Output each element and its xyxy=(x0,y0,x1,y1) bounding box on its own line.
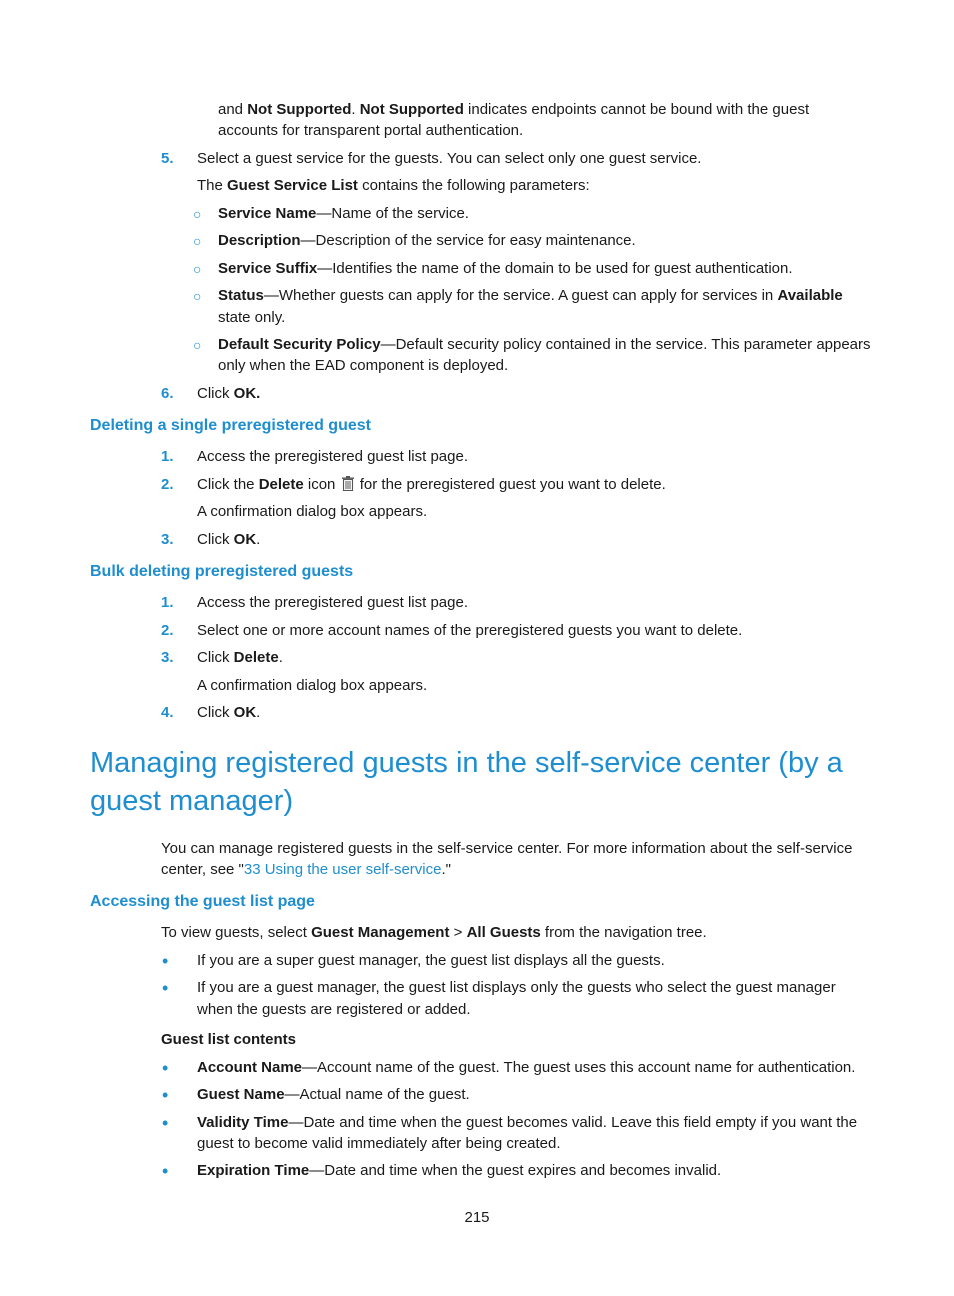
param-item-cont: only when the EAD component is deployed. xyxy=(218,357,509,374)
paragraph: To view guests, select Guest Management > All Guests from the navigation tree. xyxy=(161,924,707,941)
bullet-dot-icon: • xyxy=(162,951,169,971)
param-item: Service Suffix—Identifies the name of the domain to be used for guest authentication. xyxy=(218,260,793,277)
step-number: 3. xyxy=(161,531,174,548)
step-text: Click OK. xyxy=(197,531,261,548)
bullet-text: Account Name—Account name of the guest. The guest uses this account name for authentication. xyxy=(197,1059,856,1076)
bullet-dot-icon: • xyxy=(162,1161,169,1181)
contents-heading: Guest list contents xyxy=(161,1031,297,1048)
bullet-text-cont: when the guests are registered or added. xyxy=(197,1001,471,1018)
step-number: 6. xyxy=(161,385,174,402)
step-number: 2. xyxy=(161,622,174,639)
param-item-cont: state only. xyxy=(218,309,286,326)
circle-bullet-icon: ○ xyxy=(193,233,202,249)
step-number: 4. xyxy=(161,704,174,721)
section-heading: Accessing the guest list page xyxy=(90,893,315,910)
bullet-text-cont: guest to become valid immediately after being created. xyxy=(197,1135,561,1152)
step-text: Click the Delete icon for the preregistered guest you want to delete. xyxy=(197,476,666,493)
step-text: Click Delete. xyxy=(197,649,283,666)
param-item: Service Name—Name of the service. xyxy=(218,205,469,222)
param-item: Description—Description of the service for easy maintenance. xyxy=(218,232,636,249)
bullet-dot-icon: • xyxy=(162,978,169,998)
param-item: Status—Whether guests can apply for the service. A guest can apply for services in Available xyxy=(218,287,843,304)
step-number: 1. xyxy=(161,594,174,611)
step-text: Click OK. xyxy=(197,704,261,721)
chapter-intro-line-1: You can manage registered guests in the self-service center. For more information about the self-service xyxy=(161,840,853,857)
step-subtext: A confirmation dialog box appears. xyxy=(197,503,428,520)
step-number: 5. xyxy=(161,150,174,167)
param-item: Default Security Policy—Default security policy contained in the service. This parameter appears xyxy=(218,336,871,353)
step-number: 3. xyxy=(161,649,174,666)
step-text: Select one or more account names of the preregistered guests you want to delete. xyxy=(197,622,743,639)
chapter-title-line-2: guest manager) xyxy=(90,785,294,817)
step-number: 2. xyxy=(161,476,174,493)
intro-line-2: accounts for transparent portal authentication. xyxy=(218,122,524,139)
step-text: Access the preregistered guest list page. xyxy=(197,448,468,465)
bullet-dot-icon: • xyxy=(162,1085,169,1105)
intro-line-1: and Not Supported. Not Supported indicates endpoints cannot be bound with the guest xyxy=(218,101,810,118)
circle-bullet-icon: ○ xyxy=(193,206,202,222)
step-text: Select a guest service for the guests. You can select only one guest service. xyxy=(197,150,702,167)
bullet-dot-icon: • xyxy=(162,1058,169,1078)
circle-bullet-icon: ○ xyxy=(193,261,202,277)
step-number: 1. xyxy=(161,448,174,465)
bullet-text: If you are a super guest manager, the guest list displays all the guests. xyxy=(197,952,665,969)
chapter-title-line-1: Managing registered guests in the self-service center (by a xyxy=(90,747,843,779)
circle-bullet-icon: ○ xyxy=(193,288,202,304)
trash-icon xyxy=(342,476,354,491)
bullet-text: Validity Time—Date and time when the guest becomes valid. Leave this field empty if you want the xyxy=(197,1114,858,1131)
circle-bullet-icon: ○ xyxy=(193,337,202,353)
section-heading: Deleting a single preregistered guest xyxy=(90,417,371,434)
bullet-dot-icon: • xyxy=(162,1113,169,1133)
step-text: Access the preregistered guest list page. xyxy=(197,594,468,611)
bullet-text: Expiration Time—Date and time when the guest expires and becomes invalid. xyxy=(197,1162,722,1179)
chapter-intro-line-2: center, see "33 Using the user self-service." xyxy=(161,861,451,878)
page-number: 215 xyxy=(464,1209,490,1226)
step-subtext: A confirmation dialog box appears. xyxy=(197,677,428,694)
bullet-text: If you are a guest manager, the guest list displays only the guests who select the guest manager xyxy=(197,979,836,996)
bullet-text: Guest Name—Actual name of the guest. xyxy=(197,1086,470,1103)
cross-reference-link[interactable]: 33 Using the user self-service xyxy=(243,861,442,878)
section-heading: Bulk deleting preregistered guests xyxy=(90,563,354,580)
step-text: Click OK. xyxy=(197,385,261,402)
step-subtext: The Guest Service List contains the following parameters: xyxy=(197,177,590,194)
